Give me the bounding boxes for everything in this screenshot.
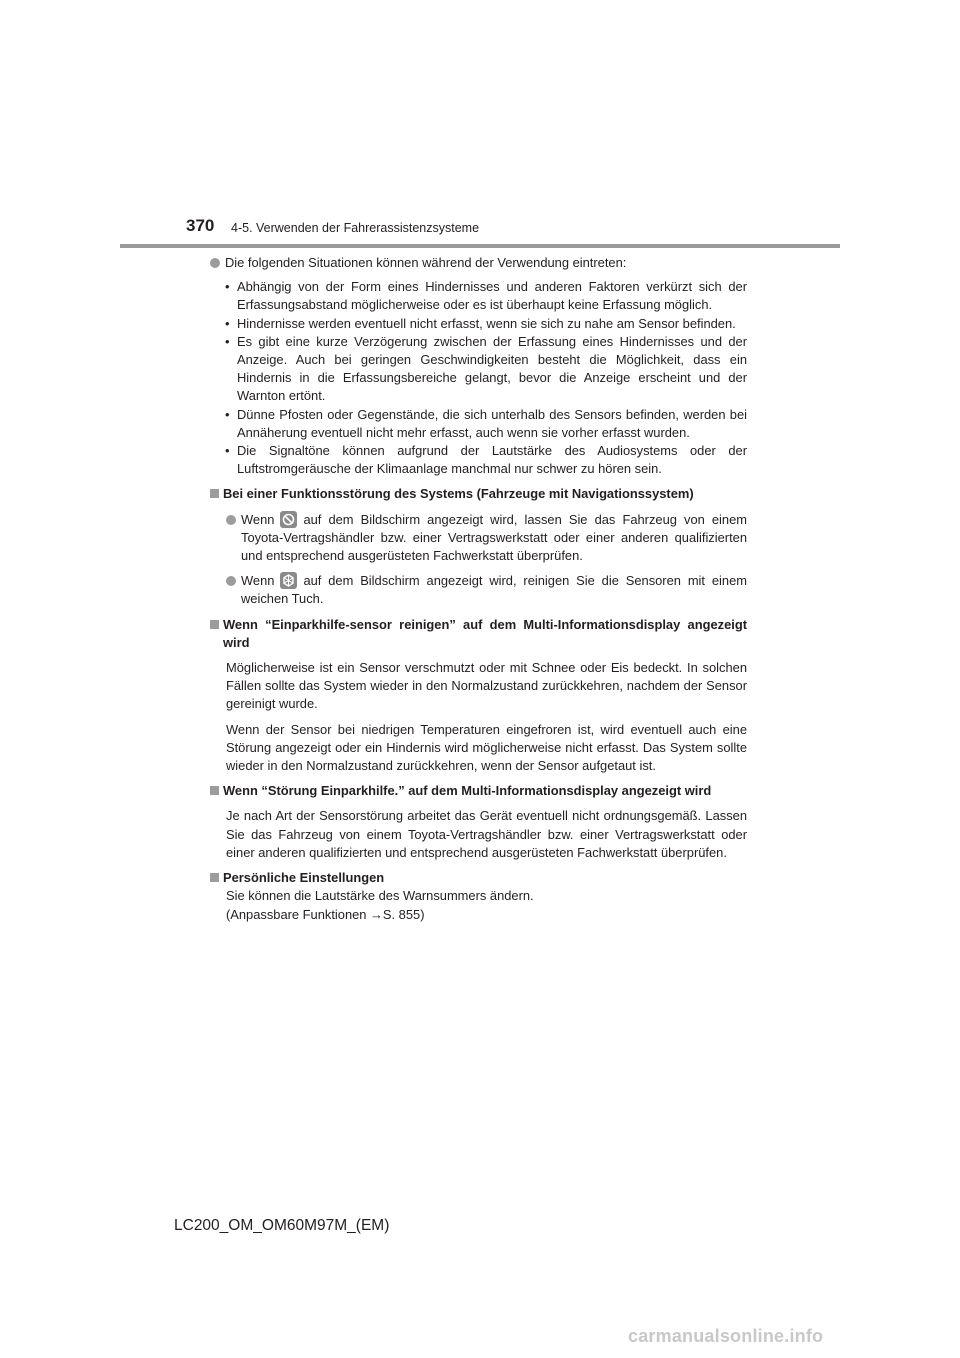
square-bullet-icon: [210, 620, 219, 629]
square-bullet-icon: [210, 873, 219, 882]
section-heading: Wenn “Einparkhilfe-sensor reinigen” auf dem Multi-Informationsdisplay angezeigt wird: [210, 616, 747, 652]
dirty-sensor-point: Wenn auf dem Bildschirm angezeigt wird, reinigen Sie die Sensoren mit einem weichen Tuch.: [226, 572, 747, 608]
square-bullet-icon: [210, 786, 219, 795]
paragraph: Wenn der Sensor bei niedrigen Temperaturen eingefroren ist, wird eventuell auch eine Störung angezeigt oder ein Hindernis wird möglicherweise nicht erfasst. Das System sollte wieder in den Normalzustand zurückkehren, wenn der Sensor aufgetaut ist.: [226, 721, 747, 774]
square-bullet-icon: [210, 489, 219, 498]
list-item: • Abhängig von der Form eines Hindernisses und anderen Faktoren verkürzt sich der Erfassungsabstand möglicherweise oder es ist überhaupt keine Erfassung möglich.: [225, 278, 747, 314]
sensor-malfunction-icon: [280, 511, 297, 528]
malfunction-point: Wenn auf dem Bildschirm angezeigt wird, lassen Sie das Fahrzeug von einem Toyota-Vertragshändler bzw. einer Vertragswerkstatt oder einer anderen qualifizierten und entsprechend ausgerüsteten Fachwerkstatt überprüfen.: [226, 511, 747, 566]
list-item: • Hindernisse werden eventuell nicht erfasst, wenn sie sich zu nahe am Sensor befinden.: [225, 315, 747, 333]
intro-list: [225, 278, 747, 478]
sensor-dirty-icon: [280, 572, 297, 589]
list-item: • Es gibt eine kurze Verzögerung zwischen der Erfassung eines Hindernisses und der Anzeige. Auch bei geringen Geschwindigkeiten besteht die Möglichkeit, dass ein Hindernis in die Erfassungsbereiche gelangt, bevor die Anzeige erscheint und der Warnton ertönt.: [225, 333, 747, 406]
section-heading: Persönliche Einstellungen: [210, 869, 747, 887]
round-bullet-icon: [226, 576, 236, 586]
round-bullet-icon: [226, 515, 236, 525]
paragraph: Je nach Art der Sensorstörung arbeitet das Gerät eventuell nicht ordnungsgemäß. Lassen Sie das Fahrzeug von einem Toyota-Vertragshändler bzw. einer Vertragswerkstatt oder einer anderen qualifizierten und entsprechend ausgerüsteten Fachwerkstatt überprüfen.: [226, 808, 747, 860]
settings-line: Sie können die Lautstärke des Warnsummers ändern.: [226, 888, 534, 904]
round-bullet-icon: [210, 258, 220, 268]
list-marker: •: [225, 333, 230, 349]
page-number: 370: [186, 216, 215, 235]
intro-text: Die folgenden Situationen können während der Verwendung eintreten:: [225, 255, 627, 270]
intro-point: [210, 254, 747, 272]
page-content: [210, 254, 747, 924]
header-rule: [120, 244, 840, 248]
list-item: • Dünne Pfosten oder Gegenstände, die sich unterhalb des Sensors befinden, werden bei Annäherung eventuell nicht mehr erfasst, auch wenn sie vorher erfasst wurden.: [225, 406, 747, 442]
section-heading: Wenn “Störung Einparkhilfe.” auf dem Multi-Informationsdisplay angezeigt wird: [210, 782, 747, 800]
list-item: • Die Signaltöne können aufgrund der Lautstärke des Audiosystems oder der Luftstromgeräusche der Klimaanlage manchmal nur schwer zu hören sein.: [225, 442, 747, 478]
list-marker: •: [225, 315, 230, 331]
paragraph: Möglicherweise ist ein Sensor verschmutzt oder mit Schnee oder Eis bedeckt. In solchen Fällen sollte das System wieder in den Normalzustand zurückkehren, nachdem der Sensor gereinigt wurde.: [226, 660, 747, 712]
list-marker: •: [225, 279, 230, 295]
document-code: LC200_OM_OM60M97M_(EM): [174, 1217, 390, 1234]
section-title: 4-5. Verwenden der Fahrerassistenzsysteme: [231, 221, 480, 235]
section-heading: Bei einer Funktionsstörung des Systems (Fahrzeuge mit Navigationssystem): [210, 485, 747, 503]
settings-reference: (Anpassbare Funktionen →S. 855): [226, 906, 425, 922]
list-marker: •: [225, 443, 230, 459]
watermark: carmanualsonline.info: [628, 1326, 824, 1346]
list-marker: •: [225, 406, 230, 422]
